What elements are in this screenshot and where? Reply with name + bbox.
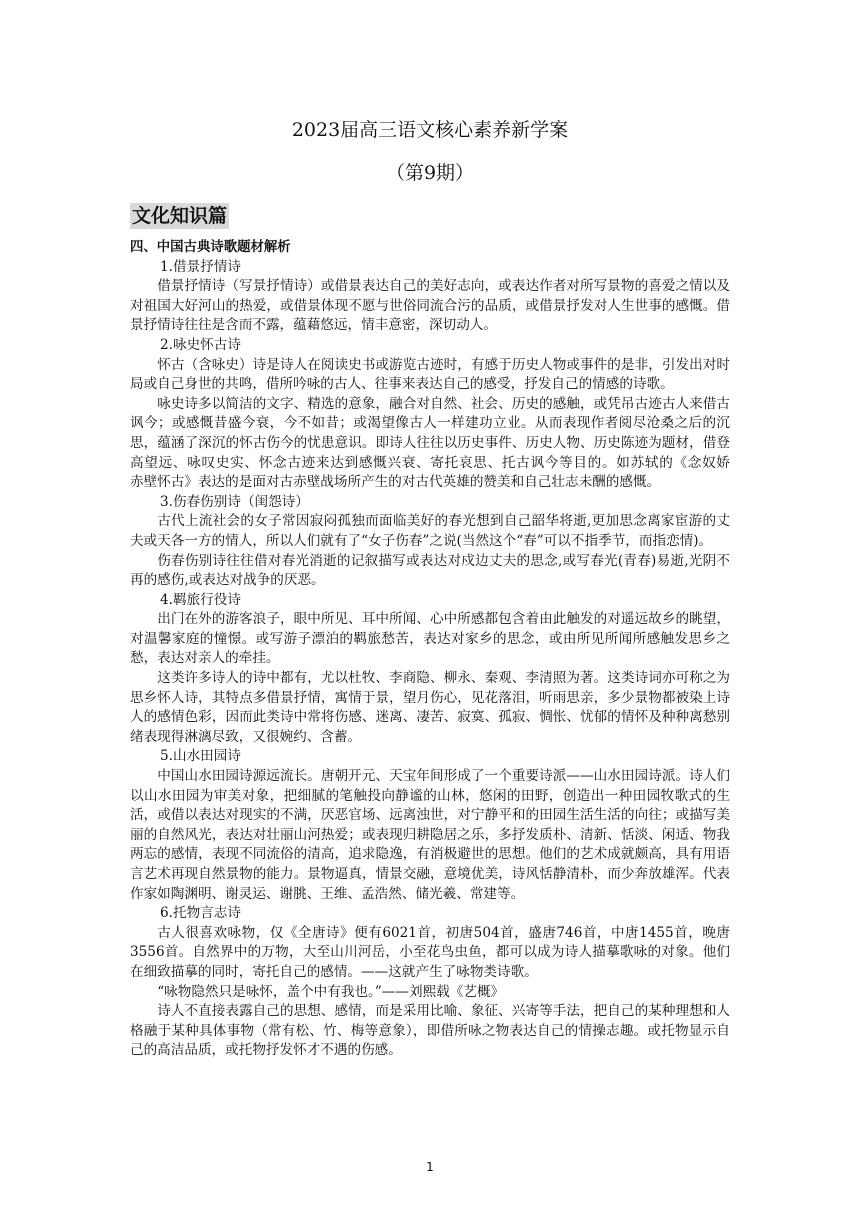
paragraph: 怀古（含咏史）诗是诗人在阅读史书或游览古迹时，有感于历史人物或事件的是非，引发出对时局或自己身世的共鸣，借所吟咏的古人、往事来表达自己的感受，抒发自己的情感的诗歌。 [130, 356, 730, 393]
paragraph: 这类许多诗人的诗中都有，尤以杜牧、李商隐、柳永、秦观、李清照为著。这类诗词亦可称之为思乡怀人诗，其特点多借景抒情，寓情于景，望月伤心，见花落泪，听雨思亲，多少景物都被染上诗人的感情色彩，因而此类诗中常将伤感、迷离、凄苦、寂寞、孤寂、惆怅、忧郁的情怀及种种离愁别绪表现得淋漓尽致，又很婉约、含蓄。 [130, 670, 730, 745]
subheading: 3.伤春伤别诗（闺怨诗） [160, 493, 309, 510]
subheading: 4.羁旅行役诗 [160, 591, 241, 608]
paragraph: 古人很喜欢咏物，仅《全唐诗》便有6021首，初唐504首，盛唐746首，中唐1455首，晚唐3556首。自然界中的万物，大至山川河岳，小至花鸟虫鱼，都可以成为诗人描摹歌咏的对象。他们在细致描摹的同时，寄托自己的感情。——这就产生了咏物类诗歌。 [130, 924, 730, 980]
subheading: 1.借景抒情诗 [160, 258, 241, 275]
paragraph: 中国山水田园诗源远流长。唐朝开元、天宝年间形成了一个重要诗派——山水田园诗派。诗人们以山水田园为审美对象，把细腻的笔触投向静谧的山林，悠闲的田野，创造出一种田园牧歌式的生活，或借以表达对现实的不满，厌恶官场、远离浊世，对宁静平和的田园生活生活的向往；或描写美丽的自然风光，表达对壮丽山河热爱；或表现归耕隐居之乐，多抒发质朴、清新、恬淡、闲适、物我两忘的感情，表现不同流俗的清高，追求隐逸，有消极避世的思想。他们的艺术成就颇高，具有用语言艺术再现自然景物的能力。景物逼真，情景交融，意境优美，诗风恬静清朴，而少奔放雄浑。代表作家如陶渊明、谢灵运、谢朓、王维、孟浩然、储光羲、常建等。 [130, 768, 730, 902]
subheading: 6.托物言志诗 [160, 905, 241, 922]
section-heading: 文化知识篇 [132, 205, 228, 227]
subheading: 2.咏史怀古诗 [160, 336, 241, 353]
chapter-heading: 四、中国古典诗歌题材解析 [130, 240, 291, 255]
document-title: 2023届高三语文核心素养新学案 [291, 119, 569, 141]
paragraph: 咏史诗多以简洁的文字、精选的意象，融合对自然、社会、历史的感触，或凭吊古迹古人来借古讽今；或感慨昔盛今衰，今不如昔；或渴望像古人一样建功立业。从而表现作者阅尽沧桑之后的沉思，蕴涵了深沉的怀古伤今的忧患意识。即诗人往往以历史事件、历史人物、历史陈迹为题材，借登高望远、咏叹史实、怀念古迹来达到感慨兴衰、寄托哀思、托古讽今等目的。如苏轼的《念奴娇 赤壁怀古》表达的是面对古赤壁战场所产生的对古代英雄的赞美和自己壮志未酬的感慨。 [130, 395, 758, 491]
quotation: “咏物隐然只是咏怀，盖个中有我也。”——刘熙载《艺概》 [157, 983, 505, 1000]
paragraph: 诗人不直接表露自己的思想、感情，而是采用比喻、象征、兴寄等手法，把自己的某种理想和人格融于某种具体事物（常有松、竹、梅等意象），即借所咏之物表达自己的情操志趣。或托物显示自己的高洁品质，或托物抒发怀才不遇的伤感。 [130, 1003, 730, 1059]
paragraph: 伤春伤别诗往往借对春光消逝的记叙描写或表达对戍边丈夫的思念,或写春光(青春)易逝,光阴不再的感伤,或表达对战争的厌恶。 [130, 552, 730, 589]
document-body [130, 238, 758, 1061]
paragraph: 出门在外的游客浪子，眼中所见、耳中所闻、心中所感都包含着由此触发的对遥远故乡的眺望，对温馨家庭的憧憬。或写游子漂泊的羁旅愁苦，表达对家乡的思念，或由所见所闻所感触发思乡之愁，表达对亲人的牵挂。 [130, 611, 730, 667]
paragraph: 借景抒情诗（写景抒情诗）或借景表达自己的美好志向，或表达作者对所写景物的喜爱之情以及对祖国大好河山的热爱，或借景体现不愿与世俗同流合污的品质，或借景抒发对人生世事的感慨。借景抒情诗往往是含而不露，蕴藉悠远，情丰意密，深切动人。 [130, 278, 730, 334]
page-number: 1 [426, 1160, 434, 1174]
subheading: 5.山水田园诗 [160, 748, 241, 765]
issue-number: （第9期） [385, 162, 475, 184]
paragraph: 古代上流社会的女子常因寂闷孤独而面临美好的春光想到自己韶华将逝,更加思念离家宦游的丈夫或天各一方的情人，所以人们就有了“女子伤春”之说(当然这个“春”可以不指季节，而指恋情)。 [130, 513, 730, 549]
